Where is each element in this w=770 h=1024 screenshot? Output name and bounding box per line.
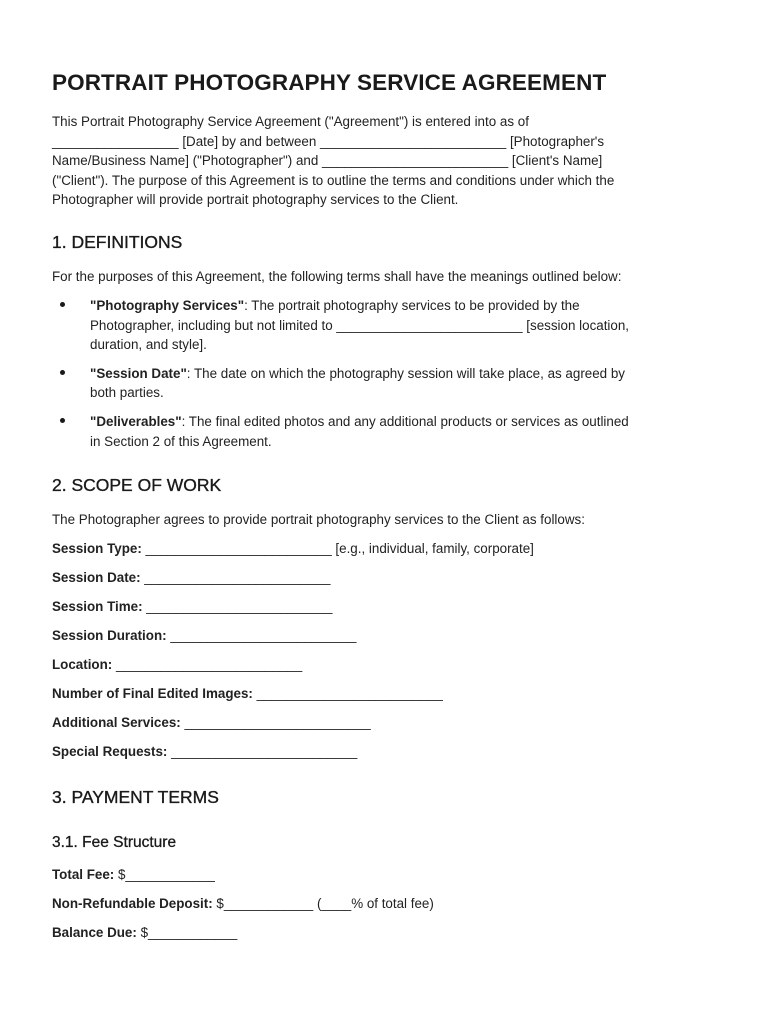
field-deposit — [52, 894, 434, 913]
field-value: _________________________ — [166, 628, 357, 643]
field-final-images — [52, 684, 443, 703]
definition-term: "Deliverables" — [90, 413, 182, 429]
field-total-fee — [52, 865, 215, 884]
definition-text: : The date on which the photography session will take place, as agreed by — [186, 365, 625, 381]
field-value: _________________________ — [180, 715, 371, 730]
field-session-date — [52, 568, 330, 587]
field-session-time — [52, 597, 332, 616]
definition-line: duration, and style]. — [90, 337, 207, 353]
field-label: Total Fee: — [52, 867, 115, 882]
field-session-duration — [52, 626, 357, 645]
field-value: $____________ — [114, 867, 215, 882]
field-label: Session Date: — [52, 570, 141, 585]
field-value: _________________________ — [140, 570, 331, 585]
scope-intro: The Photographer agrees to provide portrait photography services to the Client as follows: — [52, 512, 585, 527]
bullet-icon — [60, 370, 65, 375]
definition-line — [90, 296, 732, 316]
field-label: Session Time: — [52, 599, 143, 614]
definition-text: : The final edited photos and any additional products or services as outlined — [181, 413, 629, 429]
definitions-intro: For the purposes of this Agreement, the following terms shall have the meanings outlined below: — [52, 269, 622, 284]
intro-line: Name/Business Name] ("Photographer") and _________________________ [Client's Name] — [52, 153, 603, 169]
definitions-list — [52, 296, 732, 451]
field-special-requests — [52, 742, 357, 761]
definitions-heading: 1. DEFINITIONS — [52, 232, 183, 252]
field-location — [52, 655, 302, 674]
definition-item-photography-services — [52, 296, 732, 355]
field-label: Number of Final Edited Images: — [52, 686, 253, 701]
field-label: Session Duration: — [52, 628, 167, 643]
field-label: Special Requests: — [52, 744, 168, 759]
definition-line — [90, 412, 732, 432]
intro-line: _________________ [Date] by and between _________________________ [Photographer's — [52, 133, 605, 149]
fee-structure-heading: 3.1. Fee Structure — [52, 834, 177, 851]
field-session-type — [52, 539, 534, 558]
field-additional-services — [52, 713, 371, 732]
intro-line: This Portrait Photography Service Agreement ("Agreement") is entered into as of — [52, 114, 529, 129]
field-value: $____________ — [136, 925, 238, 940]
intro-paragraph — [52, 112, 722, 210]
field-value: _________________________ — [142, 599, 333, 614]
definition-term: "Photography Services" — [90, 298, 245, 313]
field-value: _________________________ [e.g., individual, family, corporate] — [141, 541, 534, 556]
definition-line: Photographer, including but not limited to _________________________ [session location, — [90, 317, 630, 333]
bullet-icon — [60, 302, 65, 307]
field-label: Session Type: — [52, 541, 142, 556]
intro-line: ("Client"). The purpose of this Agreement is to outline the terms and conditions under which the — [52, 172, 615, 188]
payment-heading: 3. PAYMENT TERMS — [52, 787, 219, 807]
definition-line: both parties. — [90, 385, 164, 401]
scope-heading: 2. SCOPE OF WORK — [52, 475, 222, 495]
field-value: _________________________ — [167, 744, 358, 759]
field-value: _________________________ — [252, 686, 443, 701]
definition-item-deliverables — [52, 412, 732, 451]
field-balance-due — [52, 923, 237, 942]
field-label: Location: — [52, 657, 113, 672]
definition-term: "Session Date" — [90, 365, 187, 381]
field-label: Balance Due: — [52, 925, 137, 940]
field-value: _________________________ — [112, 657, 303, 672]
bullet-icon — [60, 418, 65, 423]
definition-line — [90, 364, 732, 384]
definition-line: in Section 2 of this Agreement. — [90, 433, 272, 449]
definition-text: : The portrait photography services to be provided by the — [244, 298, 580, 313]
field-label: Non-Refundable Deposit: — [52, 896, 213, 911]
intro-line: Photographer will provide portrait photography services to the Client. — [52, 192, 459, 208]
field-label: Additional Services: — [52, 715, 181, 730]
document-title: PORTRAIT PHOTOGRAPHY SERVICE AGREEMENT — [52, 70, 607, 95]
definition-item-session-date — [52, 364, 732, 403]
field-value: $____________ (____% of total fee) — [212, 896, 434, 911]
